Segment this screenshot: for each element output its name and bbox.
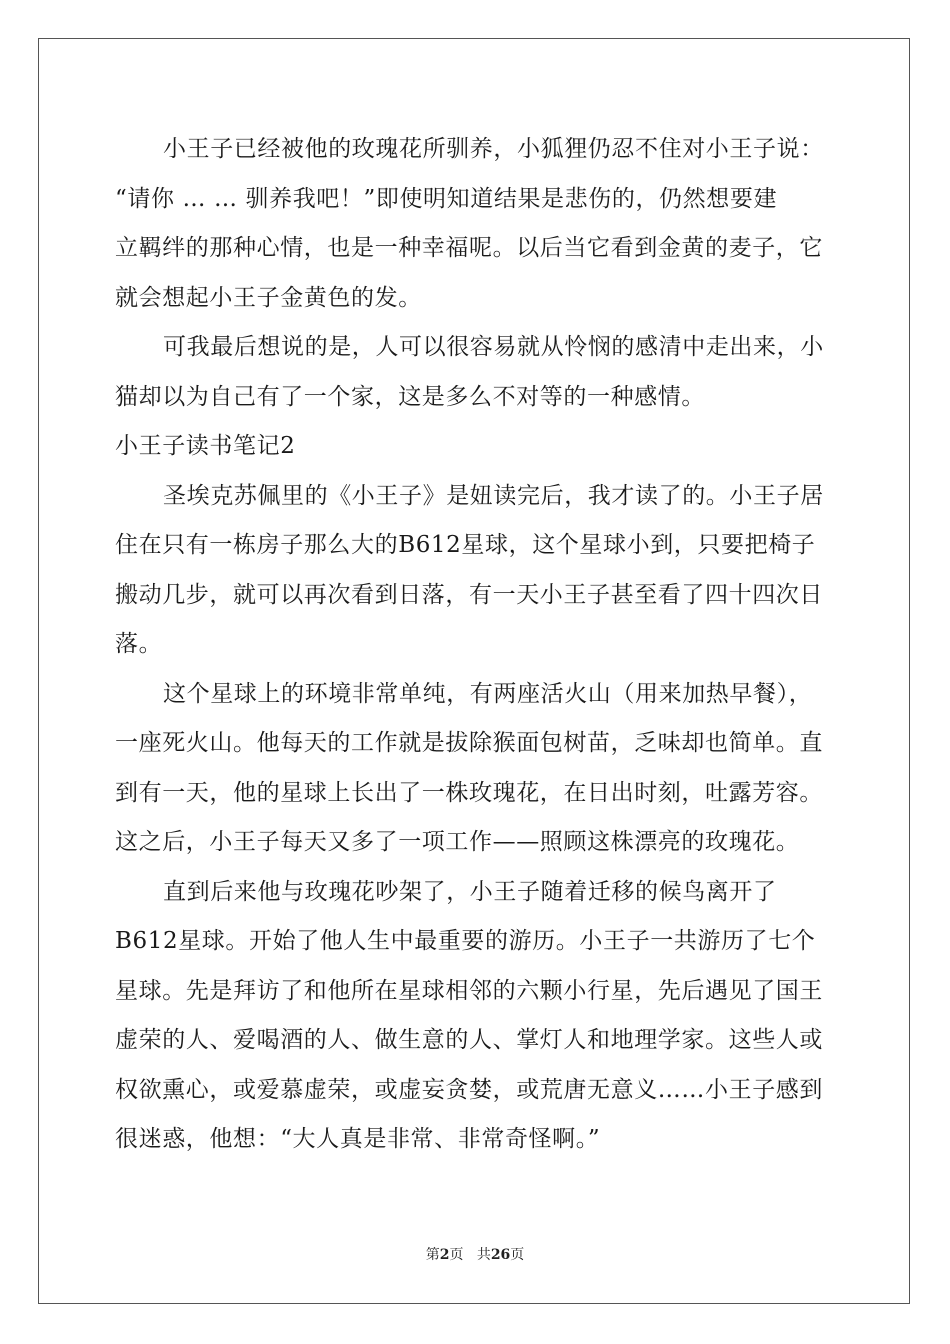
text-line: 很迷惑，他想：“大人真是非常、非常奇怪啊。” — [115, 1126, 601, 1152]
text-line: 这个星球上的环境非常单纯，有两座活火山（用来加热早餐）， — [163, 680, 813, 707]
text-line: 就会想起小王子金黄色的发。 — [115, 284, 422, 311]
text-line: “请你 … … 驯养我吧！”即使明知道结果是悲伤的，仍然想要建 — [115, 185, 778, 212]
text-line: 小王子已经被他的玫瑰花所驯养，小狐狸仍忍不住对小王子说： — [163, 136, 824, 162]
text-line: 权欲熏心，或爱慕虚荣，或虚妄贪婪，或荒唐无意义……小王子感到 — [115, 1076, 823, 1103]
paragraph — [115, 868, 835, 1165]
section-heading: 小王子读书笔记2 — [115, 433, 296, 459]
footer-prefix: 第 — [425, 1247, 440, 1263]
text-line: 圣埃克苏佩里的《小王子》是妞读完后，我才读了的。小王子居 — [163, 482, 824, 509]
paragraph — [115, 323, 835, 422]
footer-total-suffix: 页 — [510, 1247, 525, 1263]
text-line: 可我最后想说的是，人可以很容易就从怜悯的感清中走出来，小 — [163, 334, 824, 360]
page-footer — [0, 1244, 950, 1264]
document-body — [115, 125, 835, 1165]
text-line: 一座死火山。他每天的工作就是拔除猴面包树苗，乏味却也简单。直 — [115, 730, 823, 756]
text-line: 搬动几步，就可以再次看到日落，有一天小王子甚至看了四十四次日 — [115, 581, 823, 608]
footer-total-prefix: 共 — [476, 1247, 491, 1263]
text-line: 立羁绊的那种心情，也是一种幸福呢。以后当它看到金黄的麦子，它 — [115, 235, 823, 261]
text-line: B612星球。开始了他人生中最重要的游历。小王子一共游历了七个 — [115, 928, 816, 954]
current-page-number: 2 — [439, 1247, 450, 1263]
paragraph — [115, 670, 835, 868]
text-line: 星球。先是拜访了和他所在星球相邻的六颗小行星，先后遇见了国王 — [115, 977, 823, 1004]
text-line: 到有一天，他的星球上长出了一株玫瑰花，在日出时刻，吐露芳容。 — [115, 779, 823, 806]
text-line: 虚荣的人、爱喝酒的人、做生意的人、掌灯人和地理学家。这些人或 — [115, 1027, 823, 1053]
total-page-count: 26 — [490, 1247, 511, 1263]
text-line: 住在只有一栋房子那么大的B612星球，这个星球小到，只要把椅子 — [115, 532, 816, 558]
text-line: 这之后，小王子每天又多了一项工作——照顾这株漂亮的玫瑰花。 — [115, 829, 800, 855]
paragraph — [115, 125, 835, 323]
text-line: 直到后来他与玫瑰花吵架了，小王子随着迁移的候鸟离开了 — [163, 878, 777, 905]
text-line: 猫却以为自己有了一个家，这是多么不对等的一种感情。 — [115, 383, 705, 410]
text-line: 落。 — [115, 631, 163, 657]
paragraph — [115, 472, 835, 670]
footer-page-suffix: 页 — [449, 1247, 464, 1263]
